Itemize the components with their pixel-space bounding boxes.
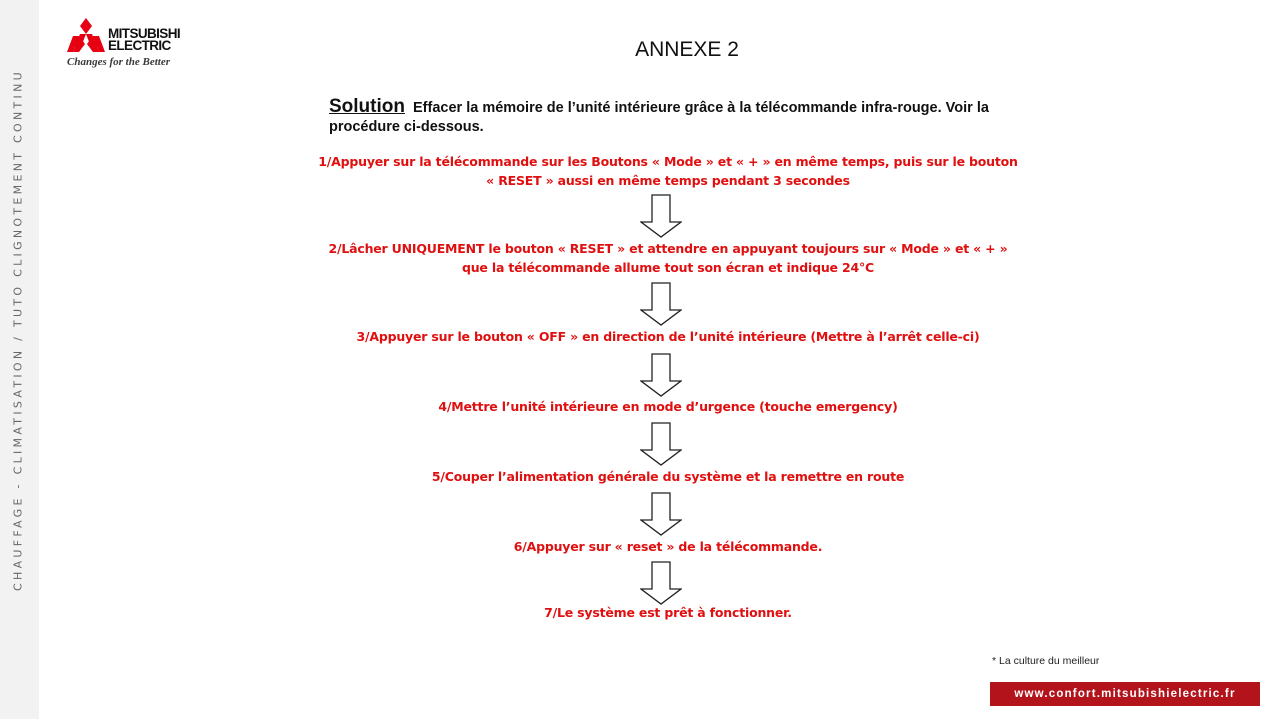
down-arrow-icon: [640, 353, 682, 397]
vertical-category-text: CHAUFFAGE - CLIMATISATION / TUTO CLIGNOTEMENT CONTINU: [11, 69, 25, 591]
step-1: 1/Appuyer sur la télécommande sur les Boutons « Mode » et « + » en même temps, puis sur le bouton « RESET » aussi en même temps pendant 3 secondes: [318, 154, 1018, 188]
logo-tagline: Changes for the Better: [67, 56, 170, 68]
page-title: ANNEXE 2: [635, 38, 739, 61]
footnote: * La culture du meilleur: [992, 655, 1100, 667]
step-4: 4/Mettre l’unité intérieure en mode d’urgence (touche emergency): [438, 399, 898, 414]
step-3: 3/Appuyer sur le bouton « OFF » en direction de l’unité intérieure (Mettre à l’arrêt celle-ci): [356, 329, 980, 344]
step-5: 5/Couper l’alimentation générale du système et la remettre en route: [431, 469, 905, 484]
logo-word-mitsubishi: MITSUBISHI: [108, 26, 181, 41]
down-arrow-icon: [640, 422, 682, 466]
logo-word-electric: ELECTRIC: [108, 38, 171, 53]
down-arrow-icon: [640, 492, 682, 536]
step-6: 6/Appuyer sur « reset » de la télécommande.: [513, 539, 823, 554]
side-strip: [0, 0, 39, 719]
solution-text: Effacer la mémoire de l’unité intérieure grâce à la télécommande infra-rouge. Voir la procédure ci-dessous.: [329, 100, 989, 135]
website-url-link[interactable]: www.confort.mitsubishielectric.fr: [990, 682, 1260, 706]
step-2: 2/Lâcher UNIQUEMENT le bouton « RESET » et attendre en appuyant toujours sur « Mode » et « + » que la télécommande allume tout son écran et indique 24°C: [328, 241, 1008, 275]
solution-label: Solution: [329, 96, 405, 117]
down-arrow-icon: [640, 282, 682, 326]
step-7: 7/Le système est prêt à fonctionner.: [544, 605, 792, 620]
solution-block: [329, 97, 1009, 137]
down-arrow-icon: [640, 561, 682, 605]
down-arrow-icon: [640, 194, 682, 238]
